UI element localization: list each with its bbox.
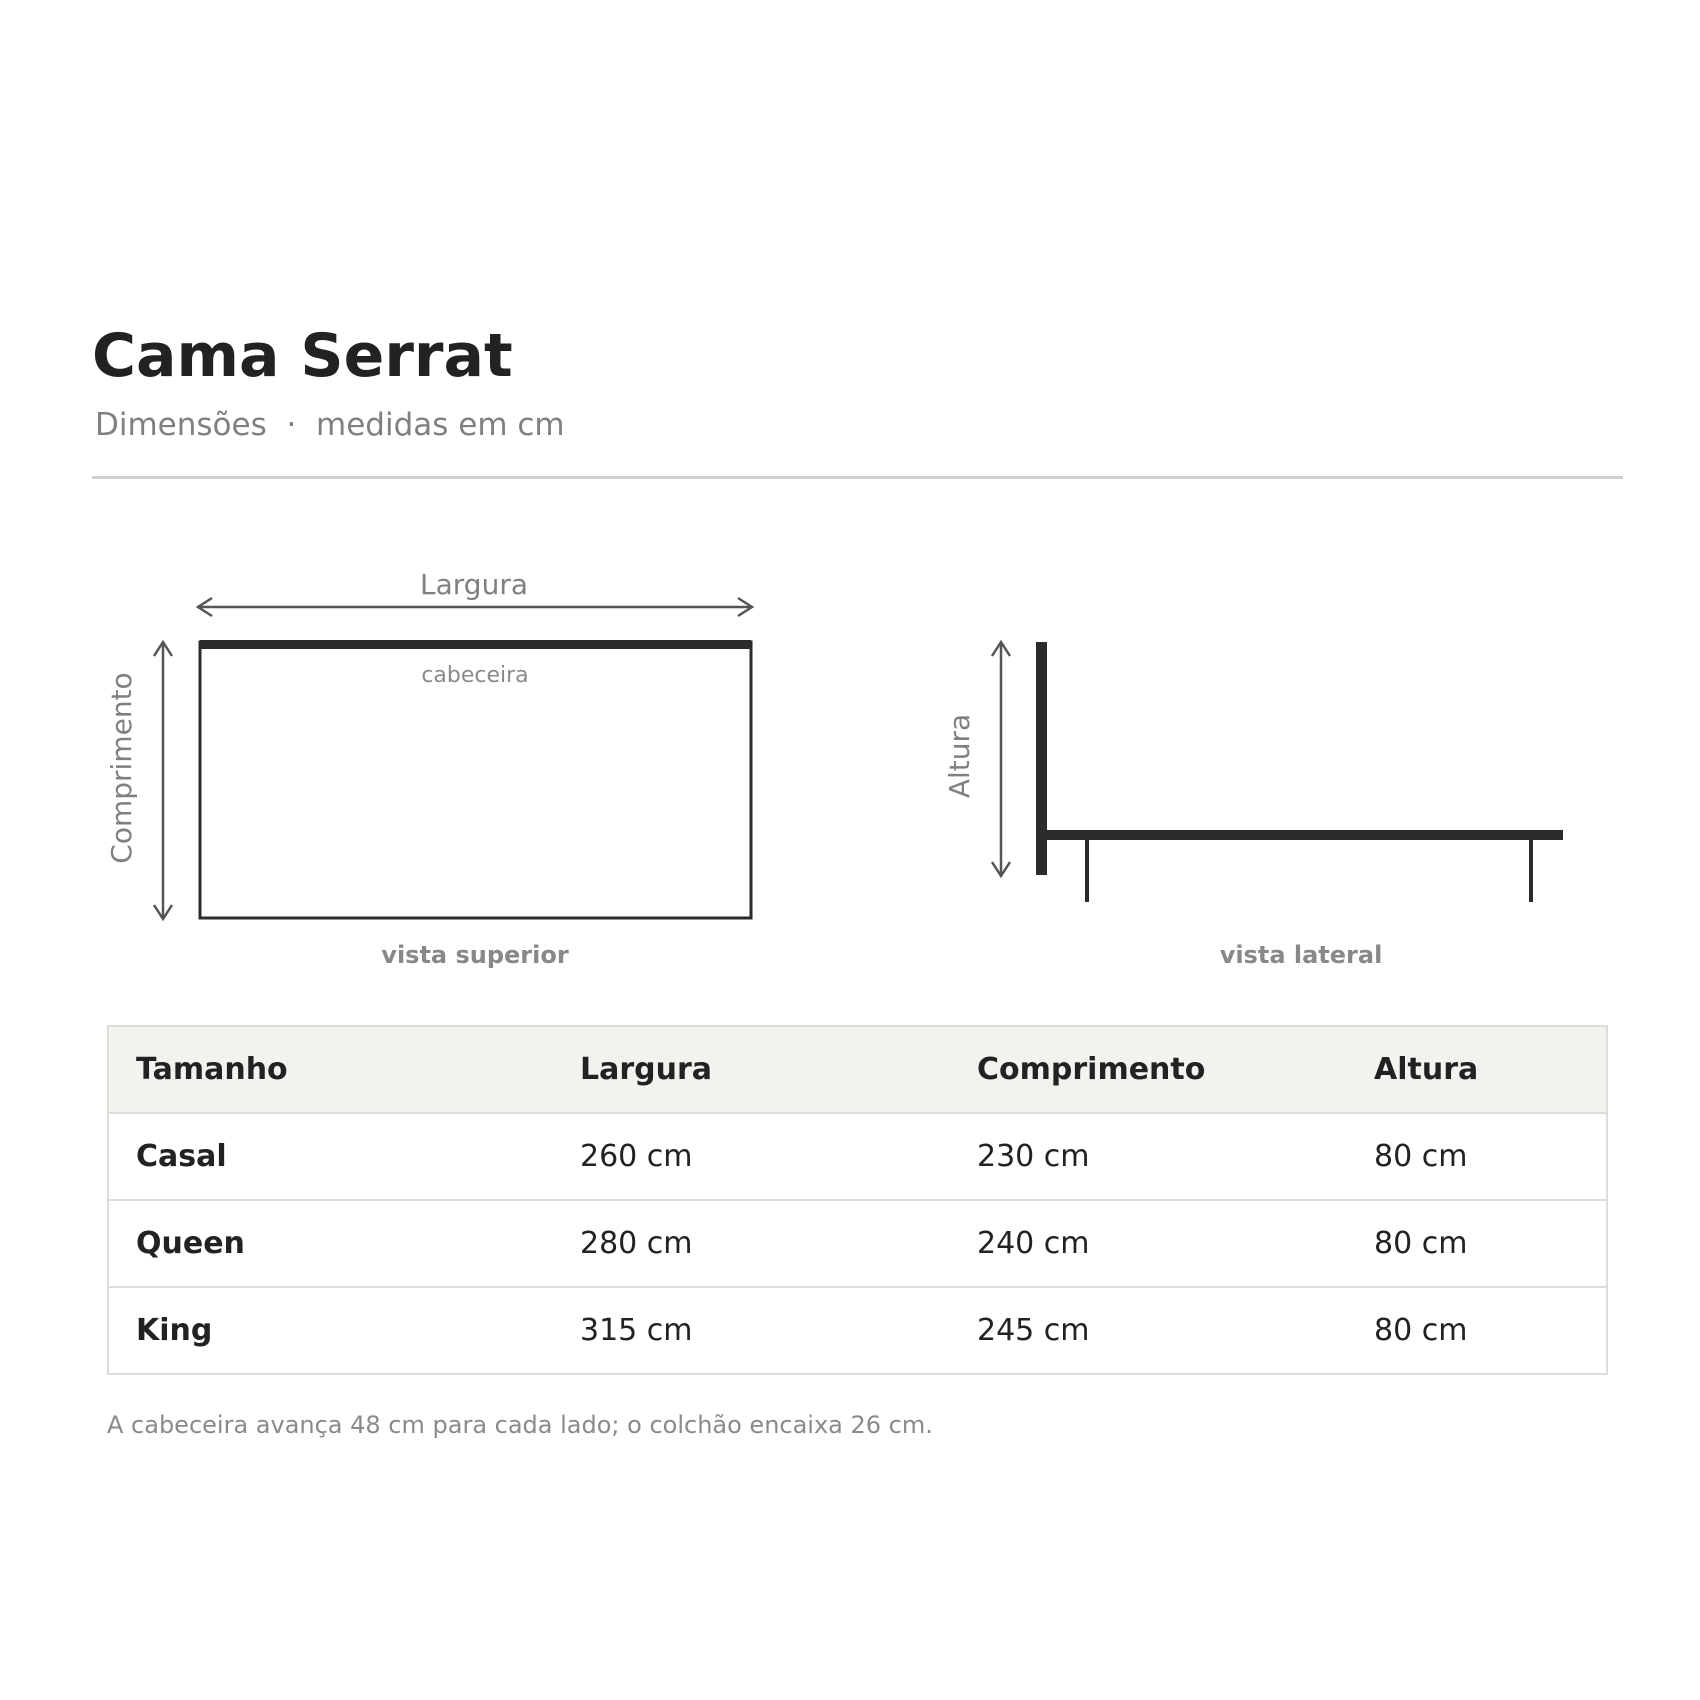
table-header-row: [108, 1026, 1607, 1113]
bed-frame-side: [1047, 830, 1563, 840]
page-title: Cama Serrat: [92, 321, 513, 391]
width-value: 260 cm: [553, 1113, 950, 1200]
headboard-side: [1036, 642, 1047, 875]
width-value: 315 cm: [553, 1287, 950, 1374]
width-label: Largura: [420, 568, 528, 601]
page-subtitle: Dimensões · medidas em cm: [95, 407, 565, 443]
size-name: King: [108, 1287, 553, 1374]
top-view: [105, 568, 752, 969]
size-name: Queen: [108, 1200, 553, 1287]
header-length: Comprimento: [950, 1026, 1347, 1113]
footnote: A cabeceira avança 48 cm para cada lado; o colchão encaixa 26 cm.: [107, 1411, 933, 1439]
bed-leg-left: [1085, 838, 1089, 902]
length-value: 240 cm: [950, 1200, 1347, 1287]
height-arrow: [992, 642, 1010, 876]
bed-leg-right: [1529, 838, 1533, 902]
size-name: Casal: [108, 1113, 553, 1200]
height-label: Altura: [943, 713, 976, 799]
table-row: [108, 1287, 1607, 1374]
side-view-caption: vista lateral: [1219, 941, 1383, 969]
header-height: Altura: [1347, 1026, 1607, 1113]
width-value: 280 cm: [553, 1200, 950, 1287]
header-width: Largura: [553, 1026, 950, 1113]
height-value: 80 cm: [1347, 1287, 1607, 1374]
dimensions-table: [107, 1025, 1608, 1375]
length-value: 230 cm: [950, 1113, 1347, 1200]
length-value: 245 cm: [950, 1287, 1347, 1374]
length-arrow: [154, 642, 172, 919]
side-view: [943, 642, 1563, 969]
top-view-caption: vista superior: [381, 941, 569, 969]
table-row: [108, 1200, 1607, 1287]
length-label: Comprimento: [105, 672, 138, 864]
height-value: 80 cm: [1347, 1200, 1607, 1287]
height-value: 80 cm: [1347, 1113, 1607, 1200]
headboard-bar: [200, 640, 751, 649]
table-row: [108, 1113, 1607, 1200]
headboard-label: cabeceira: [421, 663, 529, 688]
header-size: Tamanho: [108, 1026, 553, 1113]
